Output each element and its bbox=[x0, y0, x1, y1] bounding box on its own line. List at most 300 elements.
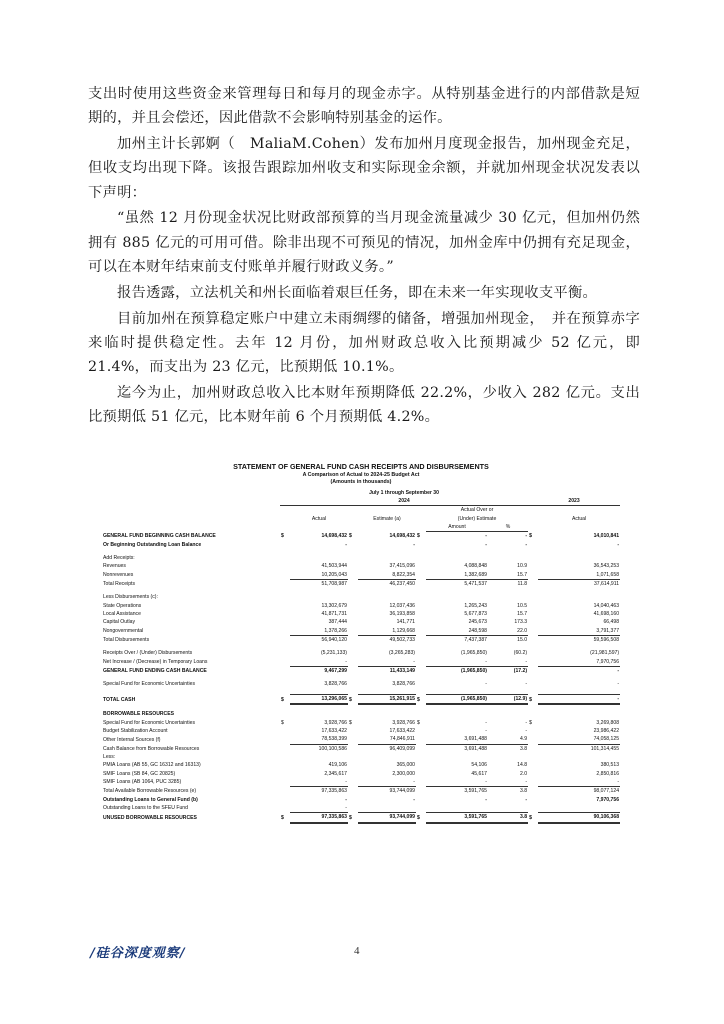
prior-actual-value bbox=[538, 804, 620, 813]
estimate-value: 15,261,915 bbox=[358, 694, 416, 704]
dollar-sign bbox=[416, 710, 426, 718]
variance-amount: 3,691,488 bbox=[464, 736, 487, 743]
dollar-sign bbox=[348, 541, 358, 549]
table-row bbox=[102, 658, 620, 667]
actual-value: 3,828,766 bbox=[324, 681, 347, 688]
dollar-sign bbox=[528, 580, 538, 589]
estimate-value bbox=[358, 554, 416, 562]
variance-pct bbox=[488, 804, 528, 813]
dollar-sign: $ bbox=[417, 696, 420, 703]
dollar-sign bbox=[416, 602, 426, 610]
dollar-sign: $ bbox=[281, 719, 284, 726]
dollar-sign bbox=[348, 680, 358, 688]
prior-actual-value: - bbox=[617, 778, 620, 785]
variance-pct bbox=[488, 753, 528, 761]
dollar-sign bbox=[280, 804, 290, 813]
dollar-sign bbox=[280, 571, 290, 580]
actual-value: 13,302,679 bbox=[321, 602, 347, 609]
variance-pct: 3.8 bbox=[488, 744, 528, 753]
paragraph: 迄今为止，加州财政总收入比本财年预期降低 22.2%，少收入 282 亿元。支出比预期低 51 亿元，比本财年前 6 个月预期低 4.2%。 bbox=[88, 385, 640, 426]
variance-amount: 45,617 bbox=[471, 770, 487, 777]
dollar-sign: $ bbox=[529, 815, 532, 822]
estimate-value: 2,300,000 bbox=[392, 770, 415, 777]
variance-pct: (12.9) bbox=[488, 694, 528, 704]
col-pct-header: % bbox=[488, 523, 528, 532]
prior-actual-value: 380,513 bbox=[600, 762, 620, 769]
dollar-sign bbox=[348, 770, 358, 778]
row-label: Special Fund for Economic Uncertainties bbox=[103, 681, 196, 688]
variance-pct: 14.8 bbox=[517, 762, 528, 769]
estimate-value: - bbox=[413, 778, 415, 785]
dollar-sign: $ bbox=[281, 533, 284, 540]
variance-amount: 54,106 bbox=[471, 762, 487, 769]
prior-actual-value: 1,071,658 bbox=[596, 571, 620, 578]
dollar-sign bbox=[416, 636, 426, 645]
variance-pct: 15.7 bbox=[517, 571, 528, 578]
row-label: Nonrevenues bbox=[103, 572, 134, 579]
row-label: Local Assistance bbox=[103, 611, 141, 618]
paragraph: 报告透露，立法机关和州长面临着艰巨任务，即在未来一年实现收支平衡。 bbox=[117, 284, 598, 301]
row-label: Nongovernmental bbox=[103, 628, 144, 635]
estimate-value: 96,409,099 bbox=[358, 744, 416, 753]
dollar-sign: $ bbox=[281, 696, 284, 703]
dollar-sign bbox=[528, 787, 538, 796]
dollar-sign bbox=[528, 618, 538, 626]
dollar-sign bbox=[416, 627, 426, 636]
actual-value: - bbox=[345, 541, 347, 548]
dollar-sign bbox=[280, 761, 290, 769]
dollar-sign bbox=[528, 796, 538, 804]
actual-value bbox=[290, 554, 348, 562]
variance-amount bbox=[426, 753, 488, 761]
prior-actual-value: - bbox=[538, 694, 620, 704]
dollar-sign bbox=[348, 710, 358, 718]
dollar-sign bbox=[528, 804, 538, 813]
actual-value: 97,335,863 bbox=[290, 813, 348, 823]
estimate-value bbox=[358, 593, 416, 601]
dollar-sign bbox=[348, 796, 358, 804]
dollar-sign: $ bbox=[349, 533, 352, 540]
actual-value: 9,467,299 bbox=[290, 667, 348, 676]
dollar-sign bbox=[348, 753, 358, 761]
actual-value: 17,633,422 bbox=[321, 727, 347, 734]
dollar-sign bbox=[348, 627, 358, 636]
table-row bbox=[102, 610, 620, 618]
dollar-sign bbox=[348, 618, 358, 626]
dollar-sign: $ bbox=[529, 719, 532, 726]
dollar-sign bbox=[416, 580, 426, 589]
actual-value: - bbox=[345, 796, 347, 803]
row-label: Less: bbox=[103, 753, 116, 760]
variance-pct: 15.7 bbox=[517, 611, 528, 618]
dollar-sign bbox=[348, 571, 358, 580]
variance-amount: 5,677,873 bbox=[464, 611, 487, 618]
row-label: Net Increase / (Decrease) in Temporary Loans bbox=[103, 659, 208, 666]
variance-pct: - bbox=[525, 681, 528, 688]
dollar-sign bbox=[348, 778, 358, 787]
estimate-value: 3,928,766 bbox=[392, 719, 415, 726]
estimate-value: 37,415,096 bbox=[389, 563, 415, 570]
estimate-value: 11,433,149 bbox=[358, 667, 416, 676]
column-header-row-3 bbox=[102, 523, 620, 532]
actual-value: 41,503,944 bbox=[321, 563, 347, 570]
row-label: Total Receipts bbox=[103, 581, 135, 588]
dollar-sign bbox=[416, 610, 426, 618]
dollar-sign bbox=[528, 770, 538, 778]
variance-amount: 245,673 bbox=[468, 619, 487, 626]
dollar-sign bbox=[416, 571, 426, 580]
estimate-value: 93,744,099 bbox=[358, 813, 416, 823]
table-row bbox=[102, 541, 620, 549]
statement-title: STATEMENT OF GENERAL FUND CASH RECEIPTS AND DISBURSEMENTS bbox=[233, 462, 489, 471]
paragraph: “虽然 12 月份现金状况比财政部预算的当月现金流量减少 30 亿元，但加州仍然拥有 885 亿元的可用可借。除非出现不可预见的情况，加州金库中仍拥有充足现金，可以在本财年结束前支付账单并履行财政义务。” bbox=[88, 210, 640, 276]
table-row bbox=[102, 636, 620, 645]
variance-pct: - bbox=[525, 541, 528, 548]
dollar-sign bbox=[280, 554, 290, 562]
estimate-value: 93,744,099 bbox=[358, 787, 416, 796]
row-label: Special Fund for Economic Uncertainties bbox=[103, 719, 196, 726]
prior-actual-value: 37,614,911 bbox=[538, 580, 620, 589]
dollar-sign bbox=[280, 610, 290, 618]
variance-pct: 11.8 bbox=[488, 580, 528, 589]
col-actual-prior-header: Actual bbox=[571, 515, 587, 522]
estimate-value: - bbox=[413, 541, 415, 548]
dollar-sign bbox=[416, 541, 426, 549]
table-row bbox=[102, 770, 620, 778]
dollar-sign: $ bbox=[349, 719, 352, 726]
prior-actual-value bbox=[538, 554, 620, 562]
row-label: Capital Outlay bbox=[103, 619, 135, 626]
dollar-sign: $ bbox=[417, 719, 420, 726]
variance-amount bbox=[426, 804, 488, 813]
actual-value bbox=[290, 710, 348, 718]
variance-pct: - bbox=[525, 533, 528, 540]
actual-value: 1,378,266 bbox=[324, 627, 347, 634]
table-row bbox=[102, 602, 620, 610]
dollar-sign bbox=[528, 667, 538, 676]
dollar-sign bbox=[528, 744, 538, 753]
variance-amount bbox=[426, 710, 488, 718]
table-row bbox=[102, 627, 620, 636]
variance-amount: - bbox=[485, 681, 487, 688]
row-label: Total Available Borrowable Resources (e) bbox=[103, 788, 197, 795]
variance-amount: 4,088,848 bbox=[464, 563, 487, 570]
row-label: Add Receipts: bbox=[103, 555, 135, 561]
variance-amount: - bbox=[485, 796, 487, 803]
table-row bbox=[102, 778, 620, 787]
estimate-value: 1,129,668 bbox=[392, 627, 415, 634]
table-row bbox=[102, 744, 620, 753]
dollar-sign bbox=[348, 593, 358, 601]
dollar-sign bbox=[528, 627, 538, 636]
variance-amount: - bbox=[485, 778, 487, 785]
row-label: UNUSED BORROWABLE RESOURCES bbox=[103, 815, 197, 822]
table-row bbox=[102, 735, 620, 744]
estimate-value: (3,265,283) bbox=[388, 650, 415, 657]
dollar-sign bbox=[416, 727, 426, 735]
row-label: PMIA Loans (AB 55, GC 16312 and 16313) bbox=[103, 762, 201, 769]
estimate-value bbox=[358, 753, 416, 761]
dollar-sign bbox=[528, 610, 538, 618]
estimate-value: 74,846,911 bbox=[389, 736, 415, 743]
actual-value: 10,205,043 bbox=[321, 571, 347, 578]
prior-actual-value: 2,850,816 bbox=[596, 770, 620, 777]
dollar-sign bbox=[348, 667, 358, 676]
prior-actual-value: 7,970,756 bbox=[596, 796, 620, 803]
table-row bbox=[102, 593, 620, 601]
dollar-sign bbox=[280, 680, 290, 688]
paragraph: 支出时使用这些资金来管理每日和每月的现金赤字。从特别基金进行的内部借款是短期的，并且会偿还，因此借款不会影响特别基金的运作。 bbox=[88, 86, 640, 127]
estimate-value: 141,771 bbox=[396, 619, 415, 626]
dollar-sign: $ bbox=[417, 815, 420, 822]
variance-pct: 173.3 bbox=[514, 619, 528, 626]
variance-amount: - bbox=[485, 541, 487, 548]
variance-pct: (17.2) bbox=[488, 667, 528, 676]
row-label: Outstanding Loans to General Fund (b) bbox=[103, 796, 198, 803]
dollar-sign bbox=[528, 593, 538, 601]
variance-pct bbox=[488, 554, 528, 562]
dollar-sign bbox=[528, 649, 538, 657]
prior-actual-value: 66,498 bbox=[603, 619, 620, 626]
dollar-sign bbox=[416, 593, 426, 601]
over-under-header-1: Actual Over or bbox=[460, 507, 494, 514]
variance-amount: - bbox=[485, 719, 487, 726]
dollar-sign bbox=[528, 761, 538, 769]
variance-pct: 3.8 bbox=[488, 813, 528, 823]
dollar-sign bbox=[348, 649, 358, 657]
estimate-value: 46,237,450 bbox=[358, 580, 416, 589]
prior-actual-value bbox=[538, 593, 620, 601]
prior-actual-value: 41,698,160 bbox=[593, 611, 620, 618]
col-amount-header: Amount bbox=[426, 523, 488, 532]
variance-pct: - bbox=[525, 719, 528, 726]
prior-actual-value bbox=[538, 753, 620, 761]
dollar-sign bbox=[348, 610, 358, 618]
actual-value: 13,296,065 bbox=[290, 694, 348, 704]
prior-actual-value: 14,040,463 bbox=[593, 602, 620, 609]
dollar-sign bbox=[528, 753, 538, 761]
table-row bbox=[102, 787, 620, 796]
dollar-sign bbox=[416, 649, 426, 657]
prior-actual-value: - bbox=[617, 681, 620, 688]
dollar-sign bbox=[280, 727, 290, 735]
dollar-sign bbox=[416, 680, 426, 688]
table-row bbox=[102, 580, 620, 589]
variance-pct: 10.9 bbox=[517, 563, 528, 570]
actual-value bbox=[290, 593, 348, 601]
table-row bbox=[102, 796, 620, 804]
footer-brand: /硅谷深度观察/ bbox=[90, 946, 186, 961]
estimate-value: 14,698,432 bbox=[389, 533, 415, 540]
dollar-sign bbox=[348, 636, 358, 645]
table-row bbox=[102, 694, 620, 704]
actual-value: (5,231,133) bbox=[320, 650, 347, 657]
variance-pct: - bbox=[525, 796, 528, 803]
column-header-row-1 bbox=[102, 506, 620, 515]
dollar-sign bbox=[416, 735, 426, 744]
table-row bbox=[102, 753, 620, 761]
dollar-sign bbox=[528, 541, 538, 549]
dollar-sign bbox=[528, 658, 538, 667]
variance-amount: 3,591,765 bbox=[426, 787, 488, 796]
variance-amount: 3,691,488 bbox=[426, 744, 488, 753]
dollar-sign bbox=[528, 554, 538, 562]
dollar-sign bbox=[280, 636, 290, 645]
row-label: Receipts Over / (Under) Disbursements bbox=[103, 650, 193, 657]
dollar-sign bbox=[348, 727, 358, 735]
variance-amount: 5,471,537 bbox=[426, 580, 488, 589]
dollar-sign bbox=[280, 580, 290, 589]
actual-value: 14,698,432 bbox=[321, 533, 347, 540]
variance-pct: 22.0 bbox=[517, 627, 528, 634]
table-row bbox=[102, 618, 620, 626]
dollar-sign bbox=[280, 593, 290, 601]
estimate-value: 8,822,354 bbox=[392, 571, 415, 578]
actual-value bbox=[290, 753, 348, 761]
col-estimate-header: Estimate (a) bbox=[373, 515, 401, 522]
over-under-header-2: (Under) Estimate bbox=[457, 515, 497, 522]
actual-value: 97,335,863 bbox=[290, 787, 348, 796]
article-body bbox=[88, 82, 640, 431]
row-label: Outstanding Loans to the SFEU Fund bbox=[103, 805, 188, 812]
actual-value: 2,345,617 bbox=[324, 770, 347, 777]
prior-actual-value: 101,314,455 bbox=[538, 744, 620, 753]
dollar-sign bbox=[416, 770, 426, 778]
dollar-sign bbox=[416, 554, 426, 562]
dollar-sign bbox=[416, 778, 426, 787]
variance-pct: (60.2) bbox=[513, 650, 528, 657]
estimate-value: 3,828,766 bbox=[392, 681, 415, 688]
variance-amount: - bbox=[485, 658, 487, 665]
column-header-row-2 bbox=[102, 515, 620, 523]
dollar-sign bbox=[348, 580, 358, 589]
statement-amounts-note: (Amounts in thousands) bbox=[330, 478, 392, 485]
variance-amount: 1,382,689 bbox=[464, 571, 487, 578]
prior-actual-value bbox=[538, 710, 620, 718]
actual-value: - bbox=[345, 804, 347, 811]
estimate-value: 17,633,422 bbox=[389, 727, 415, 734]
variance-amount: - bbox=[485, 727, 487, 734]
prior-actual-value: 23,986,422 bbox=[593, 727, 620, 734]
actual-value: 78,538,399 bbox=[321, 736, 347, 743]
variance-pct: - bbox=[525, 778, 528, 785]
dollar-sign bbox=[416, 761, 426, 769]
variance-pct: 2.0 bbox=[519, 770, 528, 777]
actual-value: 56,940,120 bbox=[290, 636, 348, 645]
dollar-sign: $ bbox=[529, 696, 532, 703]
dollar-sign bbox=[280, 753, 290, 761]
row-label: Or Beginning Outstanding Loan Balance bbox=[103, 541, 202, 548]
prior-actual-value: 74,058,125 bbox=[593, 736, 620, 743]
dollar-sign: $ bbox=[417, 533, 420, 540]
actual-value: 387,444 bbox=[328, 619, 347, 626]
year-current: 2024 bbox=[280, 497, 528, 506]
variance-amount: (1,965,850) bbox=[426, 667, 488, 676]
dollar-sign bbox=[348, 735, 358, 744]
estimate-value: - bbox=[413, 658, 415, 665]
table-row bbox=[102, 761, 620, 769]
table-row bbox=[102, 554, 620, 562]
estimate-value: 12,037,436 bbox=[389, 602, 415, 609]
actual-value: 100,100,586 bbox=[290, 744, 348, 753]
variance-pct bbox=[488, 710, 528, 718]
dollar-sign bbox=[348, 562, 358, 570]
actual-value: 41,871,731 bbox=[321, 611, 347, 618]
prior-actual-value: (21,981,597) bbox=[590, 650, 620, 657]
period-header: July 1 through September 30 bbox=[369, 489, 439, 496]
prior-actual-value: 36,543,253 bbox=[593, 563, 620, 570]
dollar-sign bbox=[348, 804, 358, 813]
dollar-sign bbox=[348, 554, 358, 562]
dollar-sign bbox=[528, 778, 538, 787]
dollar-sign bbox=[280, 627, 290, 636]
row-label: BORROWABLE RESOURCES bbox=[103, 711, 175, 718]
row-label: Total Disbursements bbox=[103, 637, 150, 644]
page-number: 4 bbox=[354, 945, 360, 957]
dollar-sign bbox=[280, 770, 290, 778]
prior-actual-value: 3,791,377 bbox=[596, 627, 620, 634]
row-label: Cash Balance from Borrowable Resources bbox=[103, 745, 200, 752]
variance-amount: 7,437,387 bbox=[426, 636, 488, 645]
dollar-sign bbox=[528, 735, 538, 744]
row-label: TOTAL CASH bbox=[103, 696, 136, 703]
dollar-sign bbox=[416, 796, 426, 804]
table-row bbox=[102, 804, 620, 813]
dollar-sign: $ bbox=[281, 815, 284, 822]
prior-actual-value: 98,077,124 bbox=[538, 787, 620, 796]
dollar-sign bbox=[348, 658, 358, 667]
statement-subtitle: A Comparison of Actual to 2024-25 Budget Act bbox=[302, 471, 420, 478]
dollar-sign bbox=[528, 680, 538, 688]
variance-amount: 1,265,243 bbox=[464, 602, 487, 609]
dollar-sign bbox=[348, 602, 358, 610]
variance-amount: 3,591,765 bbox=[426, 813, 488, 823]
table-row bbox=[102, 719, 620, 727]
dollar-sign bbox=[528, 710, 538, 718]
table-row bbox=[102, 710, 620, 718]
variance-amount: - bbox=[485, 533, 487, 540]
dollar-sign bbox=[280, 562, 290, 570]
dollar-sign bbox=[280, 735, 290, 744]
dollar-sign bbox=[348, 761, 358, 769]
dollar-sign bbox=[416, 744, 426, 753]
dollar-sign bbox=[528, 562, 538, 570]
table-row bbox=[102, 813, 620, 823]
variance-pct: - bbox=[525, 658, 528, 665]
dollar-sign bbox=[528, 636, 538, 645]
row-label: Budget Stabilization Account bbox=[103, 727, 168, 734]
variance-amount bbox=[426, 593, 488, 601]
row-label: GENERAL FUND BEGINNING CASH BALANCE bbox=[103, 533, 216, 540]
dollar-sign bbox=[348, 744, 358, 753]
dollar-sign bbox=[416, 618, 426, 626]
row-label: Less Disbursements (c): bbox=[103, 594, 158, 601]
estimate-value: 49,502,733 bbox=[358, 636, 416, 645]
dollar-sign: $ bbox=[349, 696, 352, 703]
table-row bbox=[102, 680, 620, 688]
dollar-sign bbox=[280, 618, 290, 626]
dollar-sign bbox=[416, 753, 426, 761]
dollar-sign bbox=[528, 727, 538, 735]
dollar-sign: $ bbox=[529, 533, 532, 540]
actual-value: 51,708,987 bbox=[290, 580, 348, 589]
estimate-value: 365,000 bbox=[396, 762, 415, 769]
estimate-value: 36,193,858 bbox=[389, 611, 415, 618]
col-actual-header: Actual bbox=[311, 515, 327, 522]
variance-pct: 10.5 bbox=[517, 602, 528, 609]
dollar-sign bbox=[280, 602, 290, 610]
prior-actual-value: 59,596,508 bbox=[538, 636, 620, 645]
